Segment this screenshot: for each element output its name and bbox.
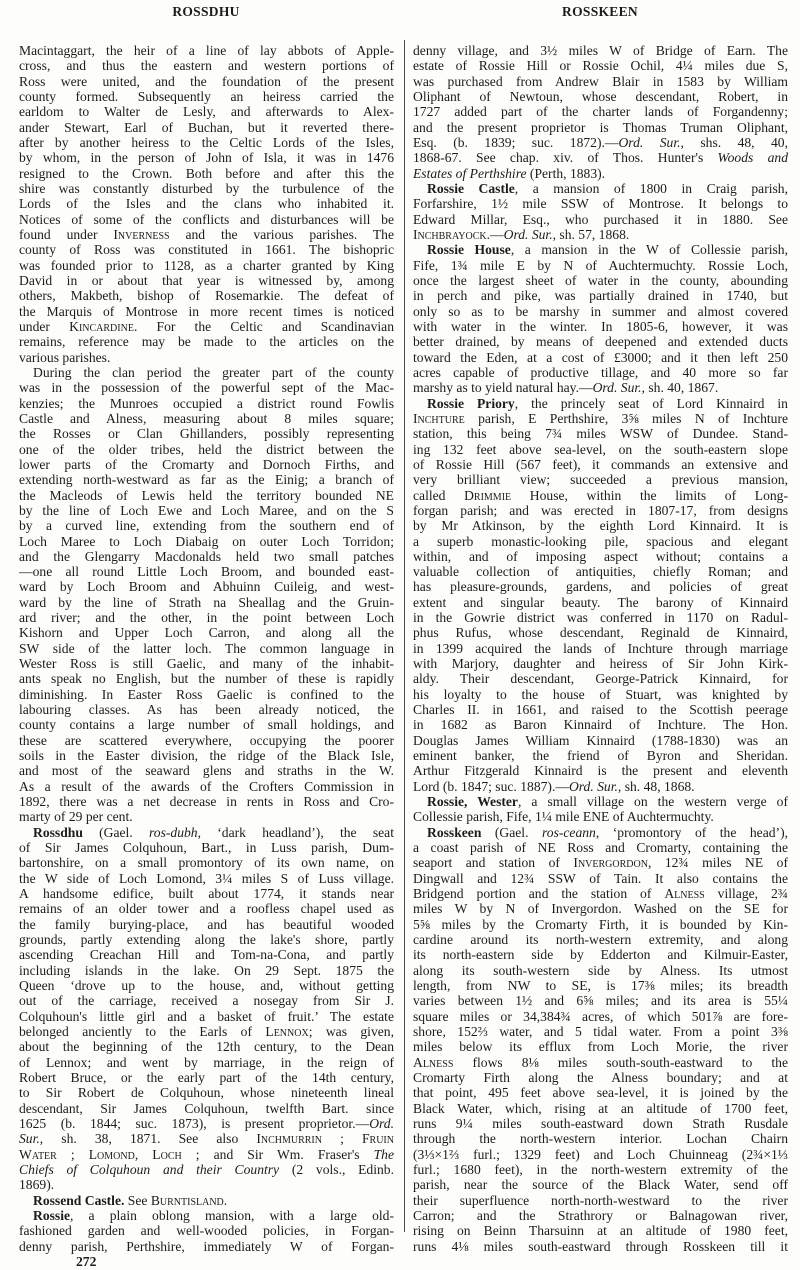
- text-line: their superfluence north-north-westward to the river: [413, 1192, 788, 1208]
- text-line: SW side of the latter loch. The common language in: [19, 640, 394, 656]
- text-line: Robert Bruce, or the early part of the 14th century,: [19, 1069, 394, 1085]
- text-line: was in the possession of the powerful sept of the Mac-: [19, 380, 394, 396]
- text-line: ward by Loch Broom and Abhuinn Cuileig, and west-: [19, 579, 394, 595]
- text-line: [413, 779, 788, 794]
- text-line: including islands in the lake. On 29 Sept. 1875 the: [19, 962, 394, 978]
- italic-run: Ord. Sur.: [503, 226, 553, 242]
- text-line: toward the Eden, at a cost of £3000; and it then left 250: [413, 349, 788, 365]
- text-line: by the line of Loch Ewe and Loch Maree, and on the S: [19, 502, 394, 518]
- text-run: belonged anciently to the Earls of: [19, 1024, 266, 1039]
- text-line: varies between 1½ and 6⅝ miles; and its area is 55¼: [413, 993, 788, 1009]
- italic-run: ros-dubh: [149, 824, 198, 840]
- text-line: acres capable of productive tillage, and 40 more so far: [413, 364, 788, 380]
- text-run: ;: [322, 1131, 362, 1147]
- text-run: . For the Celtic and Scandinavian: [133, 318, 394, 334]
- text-line: Ross were united, and the foundation of the present: [19, 73, 394, 89]
- text-line: [19, 1193, 394, 1208]
- text-line: Colquhoun's little girl and a basket of fruit.’ The estate: [19, 1008, 394, 1024]
- text-line: extending north-westward as far as the Einig; a branch of: [19, 472, 394, 488]
- text-line: Fife, 1¾ mile E by N of Auchtermuchty. Rossie Loch,: [413, 257, 788, 273]
- text-line: runs 9¼ miles south-eastward down Strath Rusdale: [413, 1115, 788, 1131]
- text-line: various parishes.: [19, 349, 111, 365]
- text-run: ; was given,: [308, 1024, 394, 1039]
- text-line: Cromarty Firth along the Alness boundary; and at: [413, 1069, 788, 1085]
- column-divider: [404, 40, 405, 1232]
- text-line: [413, 488, 788, 503]
- entry-paragraph: [19, 365, 394, 825]
- text-line: furl.; 1680 feet), in the north-western extremity of the: [413, 1161, 788, 1177]
- text-line: through the north-western interior. Lochan Chairn: [413, 1131, 788, 1147]
- italic-run: Estates of Perthshire: [413, 165, 527, 181]
- running-header-right: ROSSKEEN: [562, 4, 638, 19]
- text-line: Wester Ross is still Gaelic, and many of the inhabit-: [19, 656, 394, 672]
- text-run: under: [19, 318, 70, 334]
- text-line: others, Makbeth, bishop of Rosemarkie. The defeat of: [19, 288, 394, 304]
- italic-run: Sur.: [19, 1131, 40, 1147]
- text-line: labouring classes. As has been already noticed, the: [19, 702, 394, 718]
- text-line: cross, and thus the eastern and western portions of: [19, 58, 394, 74]
- text-line: extent and singular beauty. The barony of Kinnaird: [413, 594, 788, 610]
- text-run: Esq. (b. 1839; suc. 1872).—: [413, 134, 619, 150]
- entry-paragraph: [413, 242, 788, 395]
- text-run: House, within the limits of Long-: [511, 487, 788, 503]
- text-line: [19, 1024, 394, 1039]
- text-run: .—: [486, 226, 504, 242]
- text-line: kenzies; the Munroes occupied a district round Fowlis: [19, 395, 394, 411]
- text-run: village, 2¾: [704, 886, 788, 902]
- text-line: [19, 1162, 394, 1177]
- text-line: [413, 227, 788, 242]
- text-line: During the clan period the greater part of the county: [33, 364, 394, 380]
- text-line: shore, 152⅔ water, and 5 tidal water. From a point 3⅜: [413, 1024, 788, 1039]
- text-line: 5⅝ miles by the Cromarty Firth, it is bounded by Kin-: [413, 916, 788, 932]
- text-line: by a curved line, extending from the southern end of: [19, 518, 394, 534]
- text-line: county contains a large number of small holdings, and: [19, 717, 394, 733]
- text-run: .: [223, 1192, 228, 1208]
- text-line: the Marquis of Montrose in more recent times is noticed: [19, 303, 394, 319]
- text-line: cardine around its north-western extremity, and along: [413, 932, 788, 948]
- entry-paragraph: [413, 43, 788, 181]
- text-line: station, this being 7¾ miles WSW of Dundee. Stand-: [413, 426, 788, 442]
- text-line: [413, 825, 788, 840]
- entry-paragraph: [413, 396, 788, 795]
- text-line: once the largest sheet of water in the county, abounding: [413, 272, 788, 288]
- text-line: a coast parish of NE Ross and Cromarty, containing the: [413, 840, 788, 856]
- text-line: rising on Beinn Tharsuinn at an altitude of 1980 feet,: [413, 1223, 788, 1239]
- text-line: As a result of the awards of the Crofters Commission in: [19, 778, 394, 794]
- text-line: along its south-western side by Alness. Its utmost: [413, 962, 788, 978]
- text-line: [19, 1116, 394, 1131]
- text-line: [19, 227, 394, 242]
- text-line: Kishorn and Upper Loch Carron, and along all the: [19, 625, 394, 641]
- text-run: , 12¾ miles NE of: [647, 855, 788, 871]
- text-line: was purchased from Andrew Blair in 1583 by William: [413, 73, 788, 89]
- text-line: of Sir James Colquhoun, Bart., in Luss parish, Dum-: [19, 840, 394, 856]
- small-caps-reference: Lomond, Loch: [88, 1146, 182, 1162]
- text-line: Douglas James William Kinnaird (1788-1830) was an: [413, 732, 788, 748]
- text-line: has pleasure-grounds, gardens, and policies of great: [413, 579, 788, 595]
- text-run: , ‘dark headland’), the seat: [197, 824, 394, 840]
- text-line: was founded prior to 1128, as a charter granted by King: [19, 257, 394, 273]
- text-line: [413, 242, 788, 257]
- text-line: [413, 794, 788, 809]
- text-line: 1727 added part of the charter lands of Forgandenny;: [413, 104, 788, 120]
- text-line: very brilliant view; succeeded a previous mansion,: [413, 472, 788, 488]
- entry-headword: Rossie Priory: [427, 395, 515, 411]
- text-line: 1869).: [19, 1177, 55, 1193]
- text-line: to Sir Robert de Colquhoun, whose nineteenth lineal: [19, 1085, 394, 1101]
- italic-run: ros-ceann: [541, 824, 596, 840]
- text-line: one of the older tribes, held the district between the: [19, 441, 394, 457]
- text-line: aldy. Their descendant, George-Patrick Kinnaird, for: [413, 671, 788, 687]
- text-line: in 1682 as Baron Kinnaird of Inchture. The Hon.: [413, 717, 788, 733]
- entry-headword: Rossdhu: [33, 824, 83, 840]
- text-run: called: [413, 487, 465, 503]
- text-line: lower parts of the Cromarty and Dornoch Firths, and: [19, 456, 394, 472]
- text-line: [413, 150, 788, 165]
- text-line: Charles II. in 1661, and raised to the Scottish peerage: [413, 702, 788, 718]
- text-line: [19, 825, 394, 840]
- text-line: Notices of some of the conflicts and disturbances will be: [19, 211, 394, 227]
- small-caps-reference: Inchture: [413, 410, 465, 426]
- entry-paragraph: [19, 825, 394, 1193]
- text-line: ander Stewart, Earl of Buchan, but it reverted there-: [19, 119, 394, 135]
- text-line: the W side of Loch Lomond, 3¼ miles S of Luss village.: [19, 870, 394, 886]
- text-line: denny village, and 3½ miles W of Bridge of Earn. The: [413, 43, 788, 58]
- text-line: forgan parish; and was erected in 1807-17, from designs: [413, 502, 788, 518]
- text-run: See: [124, 1192, 151, 1208]
- text-line: [19, 1208, 394, 1223]
- small-caps-reference: Kincardine: [69, 318, 134, 334]
- text-line: his loyalty to the house of Stuart, was knighted by: [413, 686, 788, 702]
- text-line: and the present proprietor is Thomas Truman Oliphant,: [413, 119, 788, 135]
- text-line: —one all round Little Loch Broom, and bounded east-: [19, 564, 394, 580]
- text-line: [413, 380, 788, 395]
- text-line: earldom to Walter de Lesly, and afterwards to Alex-: [19, 104, 394, 120]
- text-run: parish, E Perthshire, 3⅝ miles N of Inchture: [464, 410, 788, 426]
- text-run: (Gael.: [481, 824, 542, 840]
- text-run: , sh. 40, 1867.: [641, 380, 719, 396]
- text-line: only so as to be marshy in summer and almost covered: [413, 303, 788, 319]
- text-line: Carron; and the Strathrory or Balnagowan river,: [413, 1207, 788, 1223]
- text-line: county of Ross was constituted in 1661. The bishopric: [19, 242, 394, 258]
- running-header-left: ROSSDHU: [172, 4, 240, 19]
- text-line: Queen ‘drove up to the house, and, without getting: [19, 978, 394, 994]
- text-line: marty of 29 per cent.: [19, 809, 133, 825]
- small-caps-reference: Inchmurrin: [256, 1131, 322, 1147]
- small-caps-reference: Drimmie: [464, 487, 512, 503]
- italic-run: Woods and: [717, 150, 788, 166]
- italic-run: The: [373, 1146, 394, 1162]
- text-run: , sh. 57, 1868.: [552, 226, 630, 242]
- text-line: soils in the Easter division, the ridge of the Black Isle,: [19, 748, 394, 764]
- text-line: A handsome edifice, built about 1774, it stands near: [19, 886, 394, 902]
- text-line: miles W by N of Invergordon. Washed on the SE for: [413, 901, 788, 917]
- text-line: ing 132 feet above sea-level, on the south-eastern slope: [413, 441, 788, 457]
- text-line: valuable collection of antiquities, chiefly Roman; and: [413, 564, 788, 580]
- text-line: Castle and Alness, measuring about 8 miles square;: [19, 410, 394, 426]
- text-line: the Rosses or Clan Ghillanders, possibly representing: [19, 426, 394, 442]
- text-line: and the Glengarry Macdonalds held two small patches: [19, 548, 394, 564]
- text-run: , a plain oblong mansion, with a large old-: [70, 1207, 394, 1223]
- small-caps-reference: Burntisland: [150, 1192, 224, 1208]
- text-run: , ‘promontory of the head’),: [595, 824, 788, 840]
- entry-paragraph: [413, 794, 788, 825]
- text-line: of Lennox; and went by marriage, in the reign of: [19, 1054, 394, 1070]
- text-line: Arthur Fitzgerald Kinnaird is the present and eleventh: [413, 763, 788, 779]
- text-line: that point, 495 feet above sea-level, it is joined by the: [413, 1085, 788, 1101]
- text-line: county formed. Subsequently an heiress carried the: [19, 88, 394, 104]
- text-line: [413, 855, 788, 870]
- text-run: seaport and station of: [413, 855, 574, 871]
- text-run: 1625 (b. 1844; suc. 1873), is present proprietor.—: [19, 1115, 370, 1131]
- text-line: eminent banker, the friend of Byron and Sheridan.: [413, 748, 788, 764]
- text-run: flows 8⅛ miles south-south-eastward to the: [453, 1054, 788, 1070]
- text-line: [413, 396, 788, 411]
- text-line: diminishing. In Easter Ross Gaelic is confined to the: [19, 686, 394, 702]
- text-line: within, and of imposing aspect without; contains a: [413, 548, 788, 564]
- text-line: by Mr Atkinson, by the eighth Lord Kinnaird. It is: [413, 518, 788, 534]
- text-run: ;: [56, 1146, 89, 1162]
- text-line: a superb monastic-looking pile, spacious and elegant: [413, 533, 788, 549]
- entry-headword: Rossie Castle: [427, 180, 515, 196]
- text-line: after by another heiress to the Celtic Lords of the Isles,: [19, 134, 394, 150]
- text-line: (3⅓×1⅔ furl.; 1329 feet) and Loch Chuinneag (2¾×1⅓: [413, 1146, 788, 1162]
- text-line: the family burying-place, and has beautiful wooded: [19, 916, 394, 932]
- entry-headword: Rosskeen: [427, 824, 482, 840]
- text-line: [19, 1147, 394, 1162]
- page-number: 272: [76, 1254, 97, 1269]
- text-run: , a small village on the western verge of: [517, 794, 788, 810]
- small-caps-reference: Invergordon: [573, 855, 648, 871]
- text-line: [19, 1131, 394, 1146]
- text-line: Collessie parish, Fife, 1¼ mile ENE of Auchtermuchty.: [413, 809, 714, 825]
- text-run: and the various parishes. The: [169, 226, 394, 242]
- italic-run: Chiefs of Colquhoun and their Country: [19, 1161, 280, 1177]
- text-run: , the princely seat of Lord Kinnaird in: [514, 395, 788, 411]
- entry-paragraph: [413, 181, 788, 242]
- entry-paragraph: [19, 43, 394, 365]
- text-line: in 1399 acquired the lands of Inchture through marriage: [413, 640, 788, 656]
- small-caps-reference: Inverness: [113, 226, 170, 242]
- small-caps-reference: Alness: [664, 886, 705, 902]
- text-line: fashioned garden and well-wooded policies, in Forgan-: [19, 1223, 394, 1239]
- text-line: Black Water, which, rising at an altitude of 1700 feet,: [413, 1100, 788, 1116]
- entry-headword: Rossend Castle.: [33, 1192, 125, 1208]
- entry-paragraph: [19, 1193, 394, 1208]
- text-run: , sh. 48, 1868.: [617, 778, 695, 794]
- text-line: about the beginning of the 12th century, to the Dean: [19, 1039, 394, 1055]
- text-line: in perch and pike, was partially drained in 1740, but: [413, 288, 788, 304]
- text-run: (2 vols., Edinb.: [279, 1161, 394, 1177]
- text-line: descendant, Sir James Colquhoun, twelfth Bart. since: [19, 1100, 394, 1116]
- text-run: (Perth, 1883).: [526, 165, 606, 181]
- text-line: denny parish, Perthshire, immediately W of Forgan-: [19, 1238, 394, 1254]
- italic-run: Ord. Sur.: [568, 778, 618, 794]
- text-line: parish, near the source of the Black Water, send off: [413, 1177, 788, 1193]
- text-line: [413, 135, 788, 150]
- text-line: 1892, there was a net decrease in rents in Ross and Cro-: [19, 794, 394, 810]
- text-run: Lord (b. 1847; suc. 1887).—: [413, 778, 569, 794]
- text-line: in the Gowrie district was conferred in 1170 on Radul-: [413, 610, 788, 626]
- text-line: with water in the winter. In 1805-6, however, it was: [413, 318, 788, 334]
- small-caps-reference: Fruin: [361, 1131, 394, 1147]
- text-run: Bridgend portion and the station of: [413, 886, 665, 902]
- text-line: better drained, by means of deepened and extended ducts: [413, 334, 788, 350]
- text-line: its north-eastern side by Edderton and Kilmuir-Easter,: [413, 947, 788, 963]
- entry-headword: Rossie, Wester: [427, 794, 518, 810]
- text-line: Forfarshire, 1½ mile SSW of Montrose. It belongs to: [413, 196, 788, 212]
- text-line: ard river; and the other, in the point between Loch: [19, 610, 394, 626]
- text-line: estate of Rossie Hill or Rossie Ochil, 4¼ miles due S,: [413, 58, 788, 74]
- text-run: , shs. 48, 40,: [680, 134, 788, 150]
- text-line: these are scattered everywhere, occupying the poorer: [19, 732, 394, 748]
- text-line: square miles or 34,384¾ acres, of which 501⅞ are fore-: [413, 1008, 788, 1024]
- text-line: [413, 181, 788, 196]
- text-line: out of the carriage, received a nosegay from Sir J.: [19, 993, 394, 1009]
- text-line: with Marjory, daughter and heiress of Sir John Kirk-: [413, 656, 788, 672]
- text-line: [413, 886, 788, 901]
- text-line: of Rossie Hill (567 feet), it commands an extensive and: [413, 456, 788, 472]
- text-line: David in or about that year is witnessed by, among: [19, 272, 394, 288]
- text-line: Lords of the Isles and the clans who inhabited it.: [19, 196, 394, 212]
- text-line: Edward Millar, Esq., who purchased it in 1880. See: [413, 211, 788, 227]
- small-caps-reference: Water: [19, 1146, 57, 1162]
- text-line: length, from NW to SE, is 17⅜ miles; its breadth: [413, 978, 788, 994]
- text-line: Dingwall and 12¾ SSW of Tain. It also contains the: [413, 870, 788, 886]
- text-line: the Macleods of Lewis held the territory bounded NE: [19, 487, 394, 503]
- text-line: Loch Maree to Loch Diabaig on outer Loch Torridon;: [19, 533, 394, 549]
- right-column: [413, 43, 788, 1254]
- entry-paragraph: [413, 825, 788, 1254]
- text-line: Oliphant of Newtoun, whose descendant, Robert, in: [413, 88, 788, 104]
- entry-headword: Rossie: [33, 1207, 71, 1223]
- text-run: , a mansion of 1800 in Craig parish,: [514, 180, 788, 196]
- text-line: [413, 1055, 788, 1070]
- text-run: marshy as to yield natural hay.—: [413, 380, 593, 396]
- text-run: (Gael.: [82, 824, 149, 840]
- small-caps-reference: Lennox: [265, 1024, 309, 1039]
- entry-paragraph: [19, 1208, 394, 1254]
- text-line: by whom, in the person of John of Isla, it was in 1476: [19, 150, 394, 166]
- italic-run: Ord.: [369, 1115, 394, 1131]
- left-column: [19, 43, 394, 1254]
- text-line: miles below its efflux from Loch Morie, the river: [413, 1039, 788, 1055]
- text-line: ascending Creachan Hill and Tom-na-Cona, and partly: [19, 947, 394, 963]
- text-line: ward by the line of Strath na Sheallag and the Gruin-: [19, 594, 394, 610]
- text-run: found under: [19, 226, 114, 242]
- text-line: grounds, partly extending along the lake's shore, partly: [19, 932, 394, 948]
- small-caps-reference: Alness: [413, 1054, 454, 1070]
- text-line: [413, 166, 788, 181]
- text-run: , sh. 38, 1871. See also: [39, 1131, 257, 1147]
- small-caps-reference: Inchbrayock: [413, 226, 487, 242]
- text-run: ; and Sir Wm. Fraser's: [181, 1146, 374, 1162]
- text-line: [413, 411, 788, 426]
- text-line: bartonshire, on a small promontory of its own name, on: [19, 855, 394, 871]
- text-line: remains of an older tower and a roofless chapel used as: [19, 901, 394, 917]
- entry-headword: Rossie House: [427, 242, 511, 258]
- text-line: shire was constantly disturbed by the turbulence of the: [19, 180, 394, 196]
- italic-run: Ord. Sur.: [618, 134, 681, 150]
- text-line: and most of the seaward glens and straths in the W.: [19, 763, 394, 779]
- italic-run: Ord. Sur.: [592, 380, 642, 396]
- text-line: Macintaggart, the heir of a line of lay abbots of Apple-: [19, 43, 394, 58]
- text-line: runs 4⅛ miles south-eastward through Rosskeen till it: [413, 1238, 788, 1254]
- text-line: resigned to the Crown. Both before and after this the: [19, 165, 394, 181]
- text-run: , a mansion in the W of Collessie parish,: [510, 242, 788, 258]
- text-run: 1868-67. See chap. xiv. of Thos. Hunter's: [413, 150, 718, 166]
- text-line: remains, reference may be made to the articles on the: [19, 334, 394, 350]
- text-line: [19, 319, 394, 334]
- text-line: phus Rufus, whose descendant, Reginald de Kinnaird,: [413, 625, 788, 641]
- text-line: ants speak no English, but the number of these is rapidly: [19, 671, 394, 687]
